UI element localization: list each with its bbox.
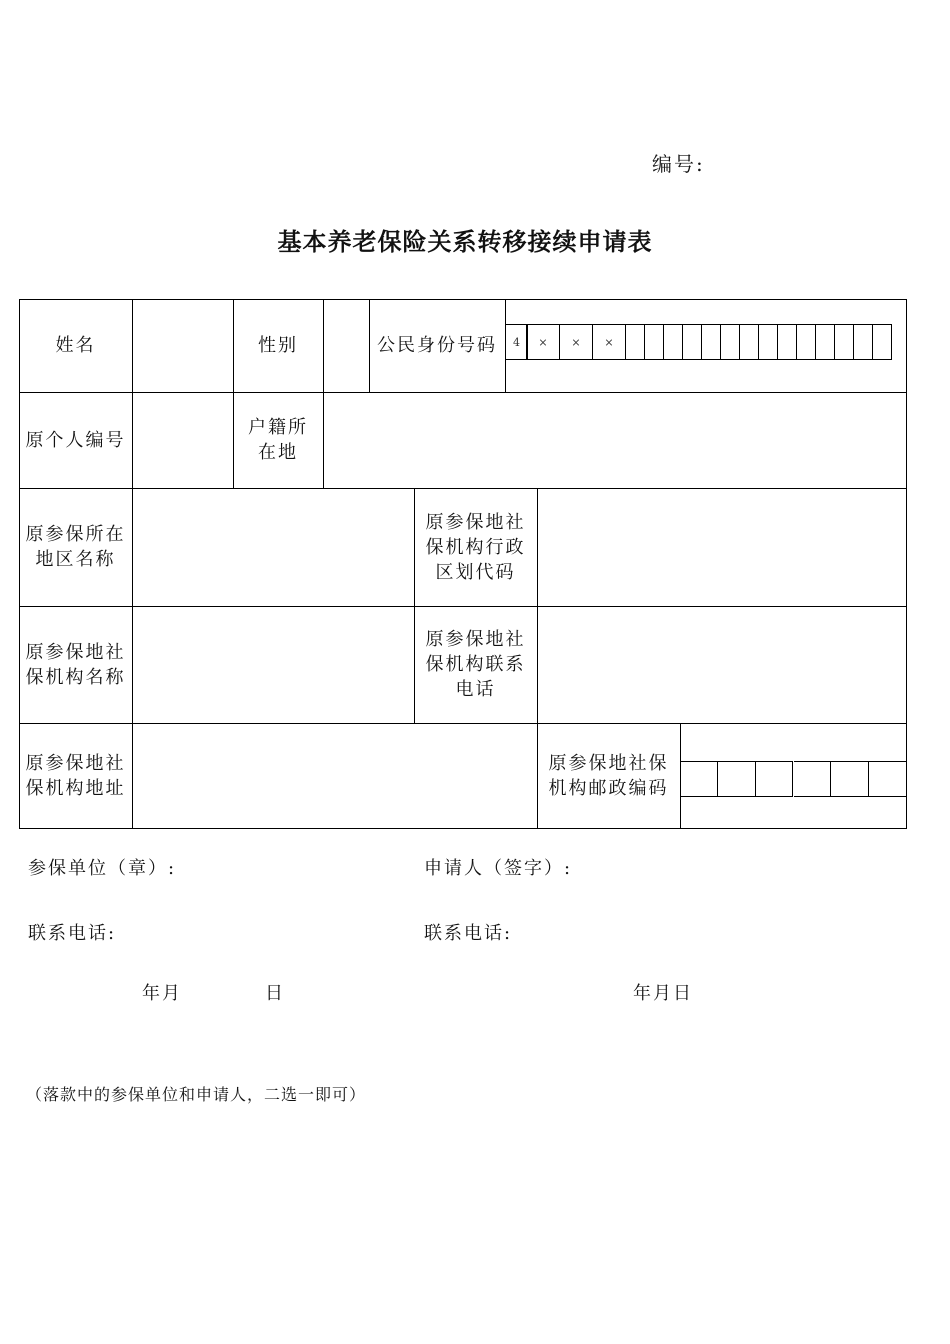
id-number-boxes[interactable] bbox=[505, 324, 911, 360]
agency-name-field[interactable] bbox=[132, 606, 414, 723]
phone-label-line3: 电话 bbox=[455, 679, 496, 700]
postcode-label-line1: 原参保地社保 bbox=[548, 752, 669, 774]
id-digit-box[interactable] bbox=[663, 324, 683, 360]
id-digit-box[interactable] bbox=[853, 324, 873, 360]
id-digit-box[interactable] bbox=[644, 324, 664, 360]
hukou-label-line1: 户籍所 bbox=[248, 417, 308, 438]
id-digit-box[interactable] bbox=[777, 324, 797, 360]
application-form-table bbox=[19, 299, 907, 829]
region-label-line1: 原参保所在 bbox=[25, 524, 126, 545]
id-digit-box[interactable] bbox=[834, 324, 854, 360]
name-label: 姓名 bbox=[55, 335, 96, 356]
postcode-label-line2: 机构邮政编码 bbox=[548, 777, 669, 799]
address-label-line2: 保机构地址 bbox=[25, 777, 126, 799]
id-digit-box[interactable] bbox=[872, 324, 892, 360]
unit-phone-label: 联系电话: bbox=[28, 923, 117, 944]
code-label-line2: 保机构行政 bbox=[425, 536, 526, 558]
hukou-field[interactable] bbox=[323, 392, 906, 488]
code-label-line1: 原参保地社 bbox=[425, 511, 526, 533]
id-digit-box[interactable]: 4 bbox=[505, 324, 528, 360]
signature-note: （落款中的参保单位和申请人，二选一即可） bbox=[26, 1085, 367, 1104]
unit-seal-label: 参保单位（章）: bbox=[28, 858, 177, 879]
postcode-boxes[interactable] bbox=[680, 761, 907, 797]
admin-code-label bbox=[414, 488, 537, 606]
region-name-label bbox=[19, 488, 132, 606]
postcode-digit-box[interactable] bbox=[794, 761, 832, 797]
agency-phone-label bbox=[414, 606, 537, 723]
gender-field[interactable] bbox=[323, 299, 369, 392]
agency-name-label bbox=[19, 606, 132, 723]
id-digit-box[interactable]: × bbox=[592, 324, 626, 360]
phone-label-line2: 保机构联系 bbox=[425, 654, 526, 675]
applicant-phone-label: 联系电话: bbox=[424, 923, 513, 944]
agency-address-label bbox=[19, 723, 132, 828]
postcode-digit-box[interactable] bbox=[680, 761, 718, 797]
agency-address-field[interactable] bbox=[132, 723, 537, 828]
serial-number-label: 编号: bbox=[652, 152, 705, 176]
id-digit-box[interactable] bbox=[720, 324, 740, 360]
personal-number-label: 原个人编号 bbox=[25, 429, 126, 451]
id-number-label: 公民身份号码 bbox=[377, 335, 497, 356]
agency-label-line2: 保机构名称 bbox=[25, 666, 126, 688]
unit-date-year-month: 年月 bbox=[142, 983, 182, 1004]
postcode-digit-box[interactable] bbox=[718, 761, 756, 797]
postcode-digit-box[interactable] bbox=[756, 761, 794, 797]
postcode-digit-box[interactable] bbox=[831, 761, 869, 797]
region-label-line2: 地区名称 bbox=[35, 549, 116, 570]
admin-code-field[interactable] bbox=[537, 488, 906, 606]
name-field[interactable] bbox=[132, 299, 233, 392]
gender-label: 性别 bbox=[258, 335, 298, 356]
region-name-field[interactable] bbox=[132, 488, 414, 606]
address-label-line1: 原参保地社 bbox=[25, 752, 126, 774]
id-digit-box[interactable] bbox=[739, 324, 759, 360]
id-digit-box[interactable]: × bbox=[526, 324, 560, 360]
id-digit-box[interactable] bbox=[625, 324, 645, 360]
personal-number-field[interactable] bbox=[132, 392, 233, 488]
id-digit-box[interactable] bbox=[796, 324, 816, 360]
hukou-label bbox=[233, 392, 323, 488]
phone-label-line1: 原参保地社 bbox=[425, 629, 526, 650]
agency-label-line1: 原参保地社 bbox=[25, 641, 126, 663]
id-digit-box[interactable] bbox=[758, 324, 778, 360]
id-digit-box[interactable] bbox=[701, 324, 721, 360]
postcode-digit-box[interactable] bbox=[869, 761, 906, 797]
agency-phone-field[interactable] bbox=[537, 606, 906, 723]
id-digit-box[interactable] bbox=[682, 324, 702, 360]
postcode-label bbox=[537, 723, 680, 828]
id-digit-box[interactable]: × bbox=[559, 324, 593, 360]
hukou-label-line2: 在地 bbox=[258, 442, 298, 463]
id-digit-box[interactable] bbox=[815, 324, 835, 360]
code-label-line3: 区划代码 bbox=[435, 561, 516, 583]
applicant-date: 年月日 bbox=[633, 983, 693, 1004]
applicant-sign-label: 申请人（签字）: bbox=[424, 858, 573, 879]
unit-date-day: 日 bbox=[265, 983, 285, 1004]
form-title: 基本养老保险关系转移接续申请表 bbox=[277, 228, 653, 256]
